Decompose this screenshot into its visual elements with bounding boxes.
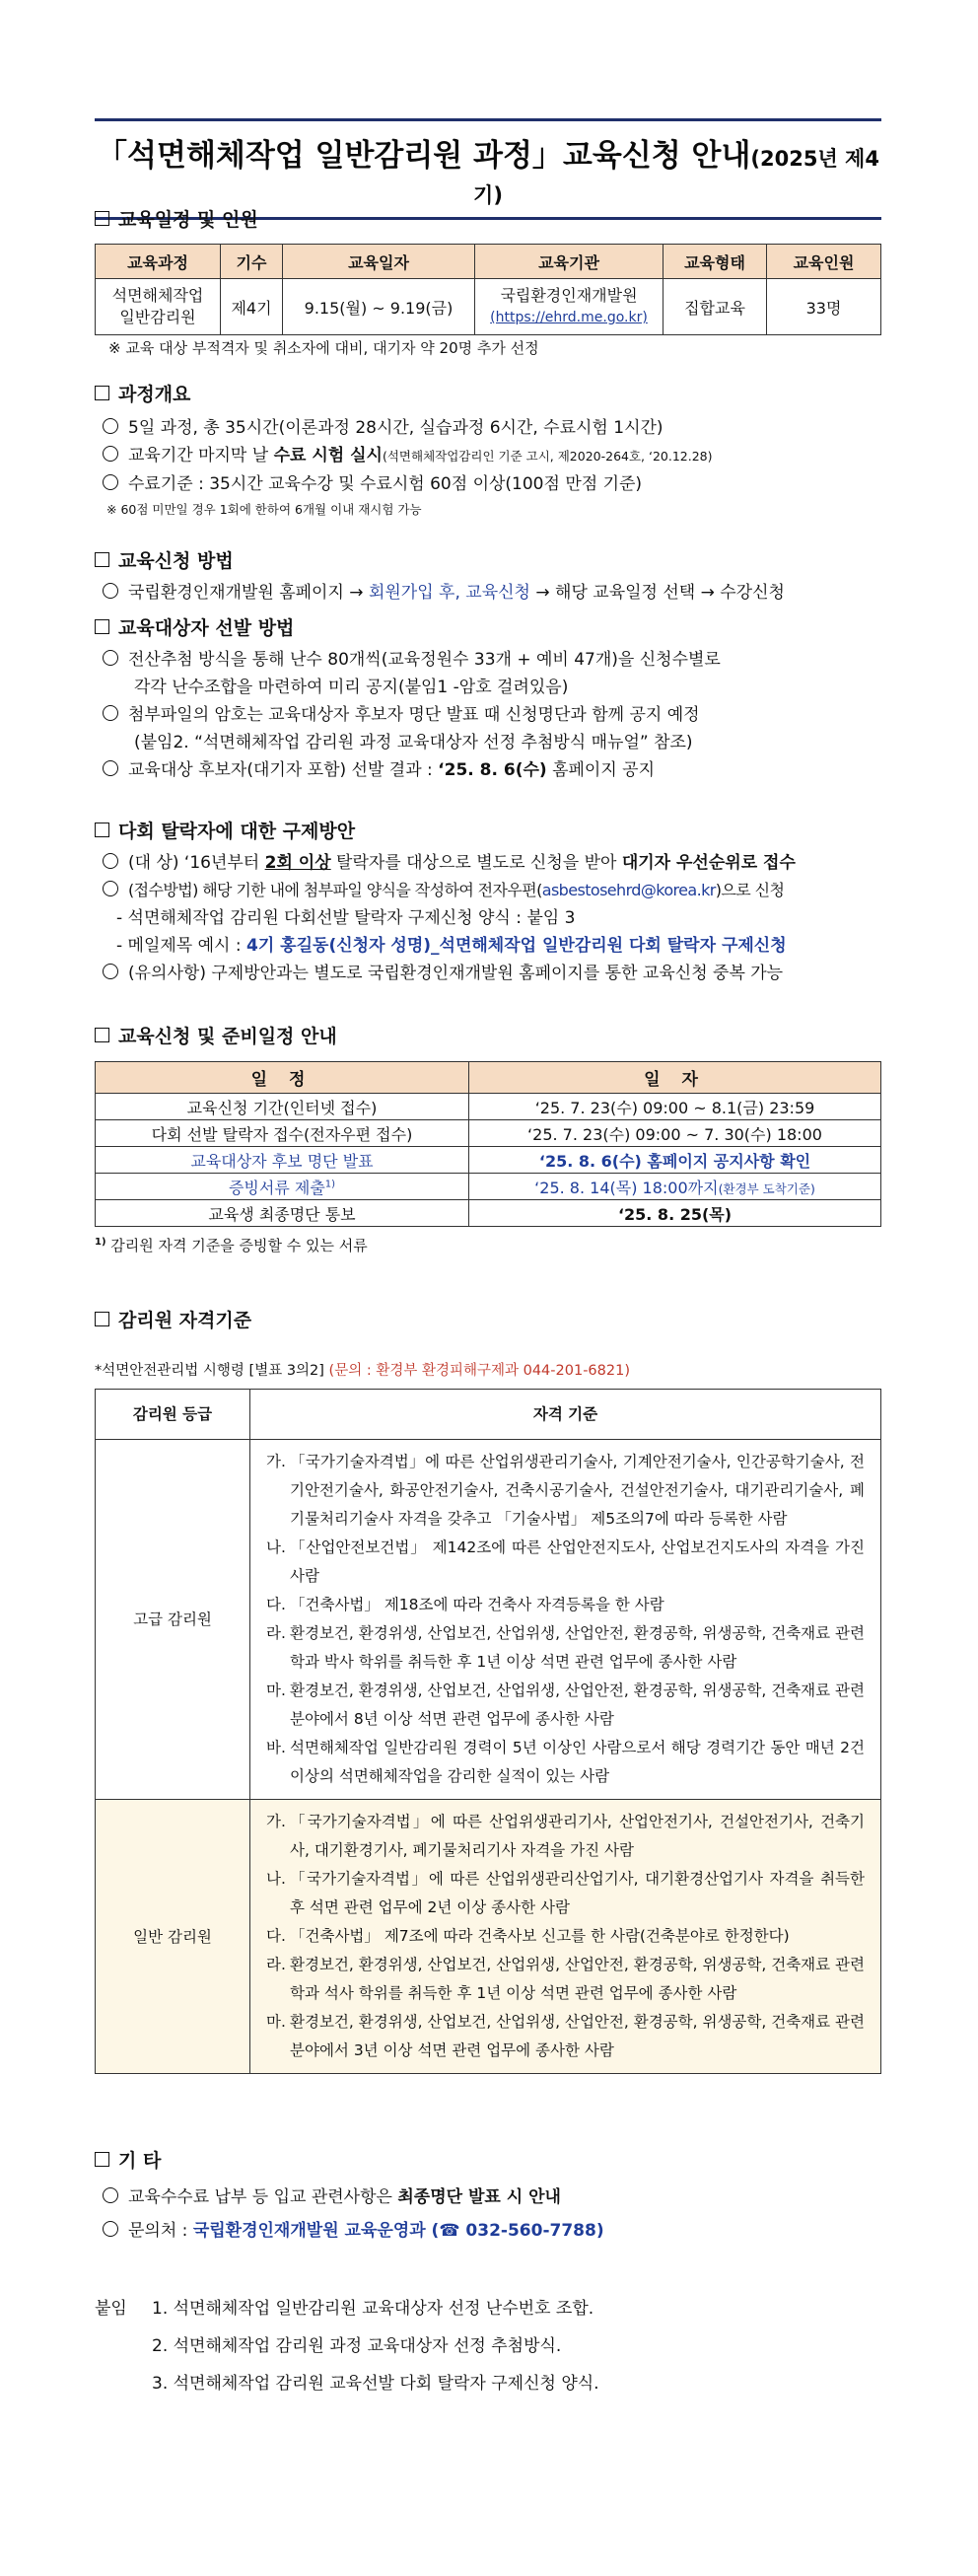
- circle-bullet-icon: [103, 446, 118, 462]
- circle-bullet-icon: [103, 881, 118, 896]
- square-bullet-icon: [95, 2152, 109, 2167]
- table-row: [96, 1120, 881, 1147]
- section-heading: 교육대상자 선발 방법: [95, 613, 883, 640]
- cell-item: 교육생 최종명단 통보: [96, 1200, 469, 1227]
- cell-count: 33명: [767, 279, 881, 335]
- page-title: [95, 121, 881, 217]
- attachment-item: 2. 석면해체작업 감리원 과정 교육대상자 선정 추첨방식.: [152, 2336, 562, 2356]
- relief-line: (유의사항) 구제방안과는 별도로 국립환경인재개발원 홈페이지를 통한 교육신청 중복 가능: [95, 960, 883, 987]
- th-term: 기수: [221, 245, 283, 279]
- apply-line: 국립환경인재개발원 홈페이지 → 회원가입 후, 교육신청 → 해당 교육일정 선택 → 수강신청: [95, 579, 883, 607]
- section-heading: 감리원 자격기준: [95, 1306, 883, 1332]
- section-heading: 교육신청 및 준비일정 안내: [95, 1022, 883, 1048]
- criteria-item: 다. 「건축사법」 제18조에 따라 건축사 자격등록을 한 사람: [266, 1596, 664, 1613]
- selection-line-cont: (붙임2. “석면해체작업 감리원 과정 교육대상자 선정 추첨방식 매뉴얼” 참조): [134, 733, 693, 752]
- attachment-row: [95, 2290, 883, 2327]
- table-row: [96, 1200, 881, 1227]
- cell-item: 증빙서류 제출$^{1)}$: [96, 1174, 469, 1200]
- attachment-item: 1. 석면해체작업 일반감리원 교육대상자 선정 난수번호 조합.: [152, 2299, 594, 2319]
- section-relief: [95, 817, 883, 987]
- section-schedule: [95, 205, 883, 232]
- circle-bullet-icon: [103, 705, 118, 721]
- criteria-item: 라. 환경보건, 환경위생, 산업보건, 산업위생, 산업안전, 환경공학, 위생공학, 건축재료 관련 학과 박사 학위를 취득한 후 1년 이상 석면 관련 업무에 종사한 사람: [266, 1624, 865, 1671]
- cell-item: 교육신청 기간(인터넷 접수): [96, 1094, 469, 1120]
- title-sub: (2025년 제4기): [473, 147, 879, 207]
- square-bullet-icon: [95, 1028, 109, 1042]
- cell-item: 교육대상자 후보 명단 발표: [96, 1147, 469, 1174]
- section-heading: 교육신청 방법: [95, 546, 883, 573]
- selection-line-cont: 각각 난수조합을 마련하여 미리 공지(붙임1 -암호 걸려있음): [134, 678, 569, 697]
- section-heading: 다회 탈락자에 대한 구제방안: [95, 817, 883, 843]
- square-bullet-icon: [95, 552, 109, 567]
- overview-line: 5일 과정, 총 35시간(이론과정 28시간, 실습과정 6시간, 수료시험 1시간): [95, 414, 883, 442]
- th-course: 교육과정: [96, 245, 221, 279]
- square-bullet-icon: [95, 1312, 109, 1326]
- th-dates: 교육일자: [283, 245, 475, 279]
- selection-line: 전산추첨 방식을 통해 난수 80개씩(교육정원수 33개 + 예비 47개)을 신청수별로: [95, 646, 883, 674]
- criteria-item: 나. 「산업안전보건법」 제142조에 따른 산업안전지도사, 산업보건지도사의 자격을 가진 사람: [266, 1538, 865, 1585]
- qual-table: [95, 1389, 881, 2074]
- criteria-item: 가. 「국가기술자격법」에 따른 산업위생관리기사, 산업안전기사, 건설안전기사, 건축기사, 대기환경기사, 폐기물처리기사 자격을 가진 사람: [266, 1813, 865, 1859]
- criteria-high: [250, 1440, 881, 1800]
- th-criteria: 자격 기준: [250, 1390, 881, 1440]
- section-prep: [95, 1022, 883, 1048]
- criteria-item: 가. 「국가기술자격법」에 따른 산업위생관리기술사, 기계안전기술사, 인간공학기술사, 전기안전기술사, 화공안전기술사, 건축시공기술사, 건설안전기술사, 대기관리기술사, 폐기물처리기술사 자격을 갖추고 「기술사법」 제5조의7에 따라 등록한 사람: [266, 1453, 865, 1528]
- table-header-row: [96, 245, 881, 279]
- relief-line: (대 상) ‘16년부터 2회 이상 탈락자를 대상으로 별도로 신청을 받아 대기자 우선순위로 접수: [95, 849, 883, 877]
- overview-note: ※ 60점 미만일 경우 1회에 한하여 6개월 이내 재시험 가능: [106, 502, 422, 517]
- cell-term: 제4기: [221, 279, 283, 335]
- th-form: 교육형태: [664, 245, 767, 279]
- criteria-item: 라. 환경보건, 환경위생, 산업보건, 산업위생, 산업안전, 환경공학, 위생공학, 건축재료 관련 학과 석사 학위를 취득한 후 1년 이상 석면 관련 업무에 종사한 사람: [266, 1956, 865, 2002]
- schedule-table: [95, 244, 881, 335]
- section-apply: [95, 546, 883, 607]
- section-qualification: [95, 1306, 883, 1332]
- section-etc: [95, 2146, 883, 2248]
- table-row: [96, 1147, 881, 1174]
- criteria-general: [250, 1800, 881, 2074]
- attachments: [95, 2290, 883, 2402]
- qual-contact: (문의 : 환경부 환경피해구제과 044-201-6821): [328, 1363, 630, 1379]
- table-header-row: [96, 1062, 881, 1094]
- section-heading: 교육일정 및 인원: [95, 205, 883, 232]
- title-main: 「석면해체작업 일반감리원 과정」교육신청 안내: [97, 138, 751, 174]
- circle-bullet-icon: [103, 650, 118, 666]
- table-row: [96, 1800, 881, 2074]
- cell-date: ‘25. 7. 23(수) 09:00 ~ 7. 30(수) 18:00: [469, 1120, 881, 1147]
- cell-date: ‘25. 8. 14(목) 18:00까지(환경부 도착기준): [469, 1174, 881, 1200]
- selection-line: 교육대상 후보자(대기자 포함) 선발 결과 : ‘25. 8. 6(수) 홈페이지 공지: [95, 756, 883, 784]
- org-name: 국립환경인재개발원: [500, 286, 638, 305]
- section-selection: [95, 613, 883, 784]
- cell-date: ‘25. 8. 6(수) 홈페이지 공지사항 확인: [469, 1147, 881, 1174]
- circle-bullet-icon: [103, 583, 118, 599]
- table-row: [96, 1440, 881, 1800]
- square-bullet-icon: [95, 386, 109, 400]
- cell-date: ‘25. 8. 25(목): [469, 1200, 881, 1227]
- th-date: 일 자: [469, 1062, 881, 1094]
- overview-line: 수료기준 : 35시간 교육수강 및 수료시험 60점 이상(100점 만점 기준): [95, 470, 883, 498]
- criteria-item: 나. 「국가기술자격법」에 따른 산업위생관리산업기사, 대기환경산업기사 자격을 취득한 후 석면 관련 업무에 2년 이상 종사한 사람: [266, 1870, 865, 1916]
- th-count: 교육인원: [767, 245, 881, 279]
- criteria-item: 다. 「건축사법」 제7조에 따라 건축사보 신고를 한 사람(건축분야로 한정한다): [266, 1927, 790, 1945]
- circle-bullet-icon: [103, 2221, 118, 2237]
- grade-high: 고급 감리원: [96, 1440, 250, 1800]
- selection-line: 첨부파일의 암호는 교육대상자 후보자 명단 발표 때 신청명단과 함께 공지 예정: [95, 701, 883, 729]
- th-grade: 감리원 등급: [96, 1390, 250, 1440]
- table-row: [96, 279, 881, 335]
- th-org: 교육기관: [475, 245, 664, 279]
- cell-date: ‘25. 7. 23(수) 09:00 ~ 8.1(금) 23:59: [469, 1094, 881, 1120]
- table-row: [96, 1174, 881, 1200]
- criteria-item: 마. 환경보건, 환경위생, 산업보건, 산업위생, 산업안전, 환경공학, 위생공학, 건축재료 관련 분야에서 8년 이상 석면 관련 업무에 종사한 사람: [266, 1682, 865, 1728]
- etc-line: 교육수수료 납부 등 입교 관련사항은 최종명단 발표 시 안내: [95, 2181, 883, 2214]
- square-bullet-icon: [95, 823, 109, 837]
- square-bullet-icon: [95, 211, 109, 226]
- cell-form: 집합교육: [664, 279, 767, 335]
- circle-bullet-icon: [103, 418, 118, 434]
- section-heading: 기 타: [95, 2146, 883, 2173]
- circle-bullet-icon: [103, 474, 118, 490]
- qual-source: *석면안전관리법 시행령 [별표 3의2] (문의 : 환경부 환경피해구제과 044-201-6821): [95, 1363, 630, 1379]
- grade-general: 일반 감리원: [96, 1800, 250, 2074]
- table-row: [96, 1094, 881, 1120]
- section-overview: [95, 380, 883, 522]
- circle-bullet-icon: [103, 964, 118, 979]
- cell-course: 석면해체작업 일반감리원: [96, 279, 221, 335]
- relief-line: (접수방법) 해당 기한 내에 첨부파일 양식을 작성하여 전자우편(asbestosehrd@korea.kr)으로 신청: [95, 877, 883, 904]
- th-item: 일 정: [96, 1062, 469, 1094]
- relief-subline: - 메일제목 예시 : 4기 홍길동(신청자 성명)_석면해체작업 일반감리원 다회 탈락자 구제신청: [116, 936, 787, 956]
- cell-dates: 9.15(월) ~ 9.19(금): [283, 279, 475, 335]
- contact-info: 국립환경인재개발원 교육운영과 (☎ 032-560-7788): [192, 2221, 604, 2241]
- relief-subline: - 석면해체작업 감리원 다회선발 탈락자 구제신청 양식 : 붙임 3: [116, 908, 576, 928]
- prep-footnote: $^{1)}$ 감리원 자격 기준을 증빙할 수 있는 서류: [95, 1237, 368, 1254]
- etc-line: 문의처 : 국립환경인재개발원 교육운영과 (☎ 032-560-7788): [95, 2214, 883, 2248]
- criteria-item: 바. 석면해체작업 일반감리원 경력이 5년 이상인 사람으로서 해당 경력기간 동안 매년 2건 이상의 석면해체작업을 감리한 실적이 있는 사람: [266, 1739, 865, 1785]
- circle-bullet-icon: [103, 2187, 118, 2203]
- section-heading: 과정개요: [95, 380, 883, 406]
- criteria-item: 마. 환경보건, 환경위생, 산업보건, 산업위생, 산업안전, 환경공학, 위생공학, 건축재료 관련 분야에서 3년 이상 석면 관련 업무에 종사한 사람: [266, 2013, 865, 2059]
- circle-bullet-icon: [103, 853, 118, 869]
- overview-line: 교육기간 마지막 날 수료 시험 실시(석면해체작업감리인 기준 고시, 제2020-264호, ‘20.12.28): [95, 442, 883, 470]
- circle-bullet-icon: [103, 760, 118, 776]
- table-header-row: [96, 1390, 881, 1440]
- square-bullet-icon: [95, 619, 109, 634]
- cell-item: 다회 선발 탈락자 접수(전자우편 접수): [96, 1120, 469, 1147]
- schedule-note: ※ 교육 대상 부적격자 및 취소자에 대비, 대기자 약 20명 추가 선정: [108, 339, 539, 357]
- attachment-item: 3. 석면해체작업 감리원 교육선발 다회 탈락자 구제신청 양식.: [152, 2374, 599, 2394]
- attachment-label: 붙임: [95, 2299, 127, 2319]
- email-link[interactable]: asbestosehrd@korea.kr: [541, 881, 716, 899]
- prep-table: [95, 1061, 881, 1227]
- cell-org: [475, 279, 664, 335]
- org-link[interactable]: (https://ehrd.me.go.kr): [490, 310, 648, 325]
